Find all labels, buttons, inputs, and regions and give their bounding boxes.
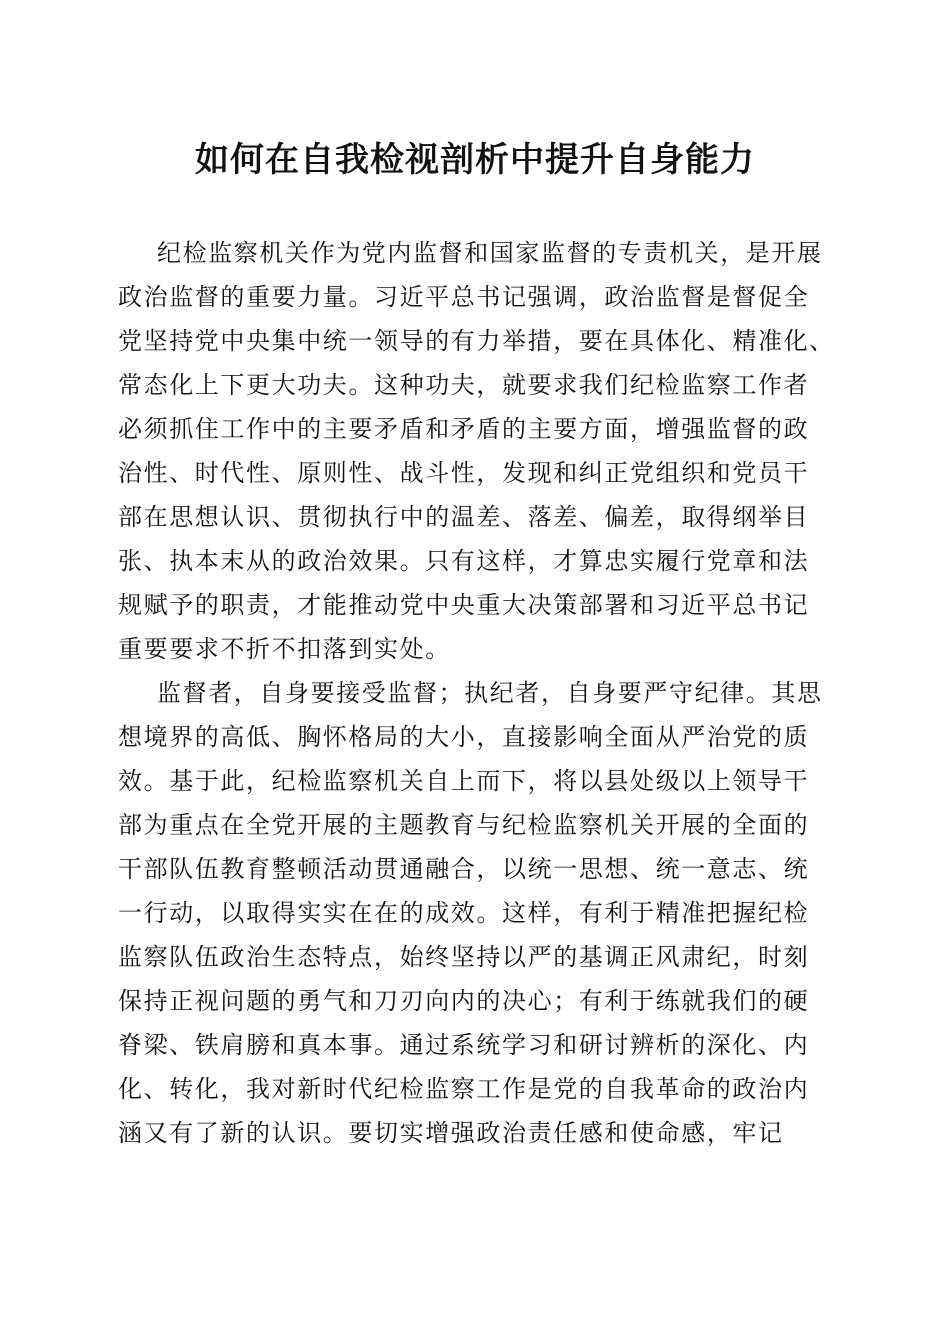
- paragraph-2-line-10: 化、转化，我对新时代纪检监察工作是党的自我革命的政治内: [118, 1075, 810, 1103]
- paragraph-1-line-10: 重要要求不折不扣落到实处。: [118, 635, 451, 663]
- paragraph-2-line-9: 脊梁、铁肩膀和真本事。通过系统学习和研讨辨析的深化、内: [118, 1031, 810, 1059]
- paragraph-2-line-8: 保持正视问题的勇气和刀刃向内的决心；有利于练就我们的硬: [118, 987, 810, 1015]
- paragraph-1-line-8: 张、执本末从的政治效果。只有这样，才算忠实履行党章和法: [118, 547, 810, 575]
- paragraph-2-line-6: 一行动，以取得实实在在的成效。这样，有利于精准把握纪检: [118, 899, 810, 927]
- paragraph-2-line-4: 部为重点在全党开展的主题教育与纪检监察机关开展的全面的: [118, 811, 810, 839]
- paragraph-1-line-1: 纪检监察机关作为党内监督和国家监督的专责机关，是开展: [157, 239, 823, 267]
- paragraph-2-line-5: 干部队伍教育整顿活动贯通融合，以统一思想、统一意志、统: [118, 855, 810, 883]
- document-title: 如何在自我检视剖析中提升自身能力: [195, 140, 755, 180]
- paragraph-1-line-4: 常态化上下更大功夫。这种功夫，就要求我们纪检监察工作者: [118, 371, 810, 399]
- paragraph-2-line-11: 涵又有了新的认识。要切实增强政治责任感和使命感，牢记: [118, 1119, 784, 1147]
- paragraph-2-line-2: 想境界的高低、胸怀格局的大小，直接影响全面从严治党的质: [118, 723, 810, 751]
- paragraph-1-line-7: 部在思想认识、贯彻执行中的温差、落差、偏差，取得纲举目: [118, 503, 810, 531]
- paragraph-2-line-7: 监察队伍政治生态特点，始终坚持以严的基调正风肃纪，时刻: [118, 943, 810, 971]
- paragraph-1-line-6: 治性、时代性、原则性、战斗性，发现和纠正党组织和党员干: [118, 459, 810, 487]
- paragraph-1-line-3: 党坚持党中央集中统一领导的有力举措，要在具体化、精准化、: [118, 327, 835, 355]
- paragraph-2-line-1: 监督者，自身要接受监督；执纪者，自身要严守纪律。其思: [157, 679, 823, 707]
- paragraph-1-line-5: 必须抓住工作中的主要矛盾和矛盾的主要方面，增强监督的政: [118, 415, 810, 443]
- paragraph-2-line-3: 效。基于此，纪检监察机关自上而下，将以县处级以上领导干: [118, 767, 810, 795]
- paragraph-1-line-2: 政治监督的重要力量。习近平总书记强调，政治监督是督促全: [118, 283, 810, 311]
- paragraph-1-line-9: 规赋予的职责，才能推动党中央重大决策部署和习近平总书记: [118, 591, 810, 619]
